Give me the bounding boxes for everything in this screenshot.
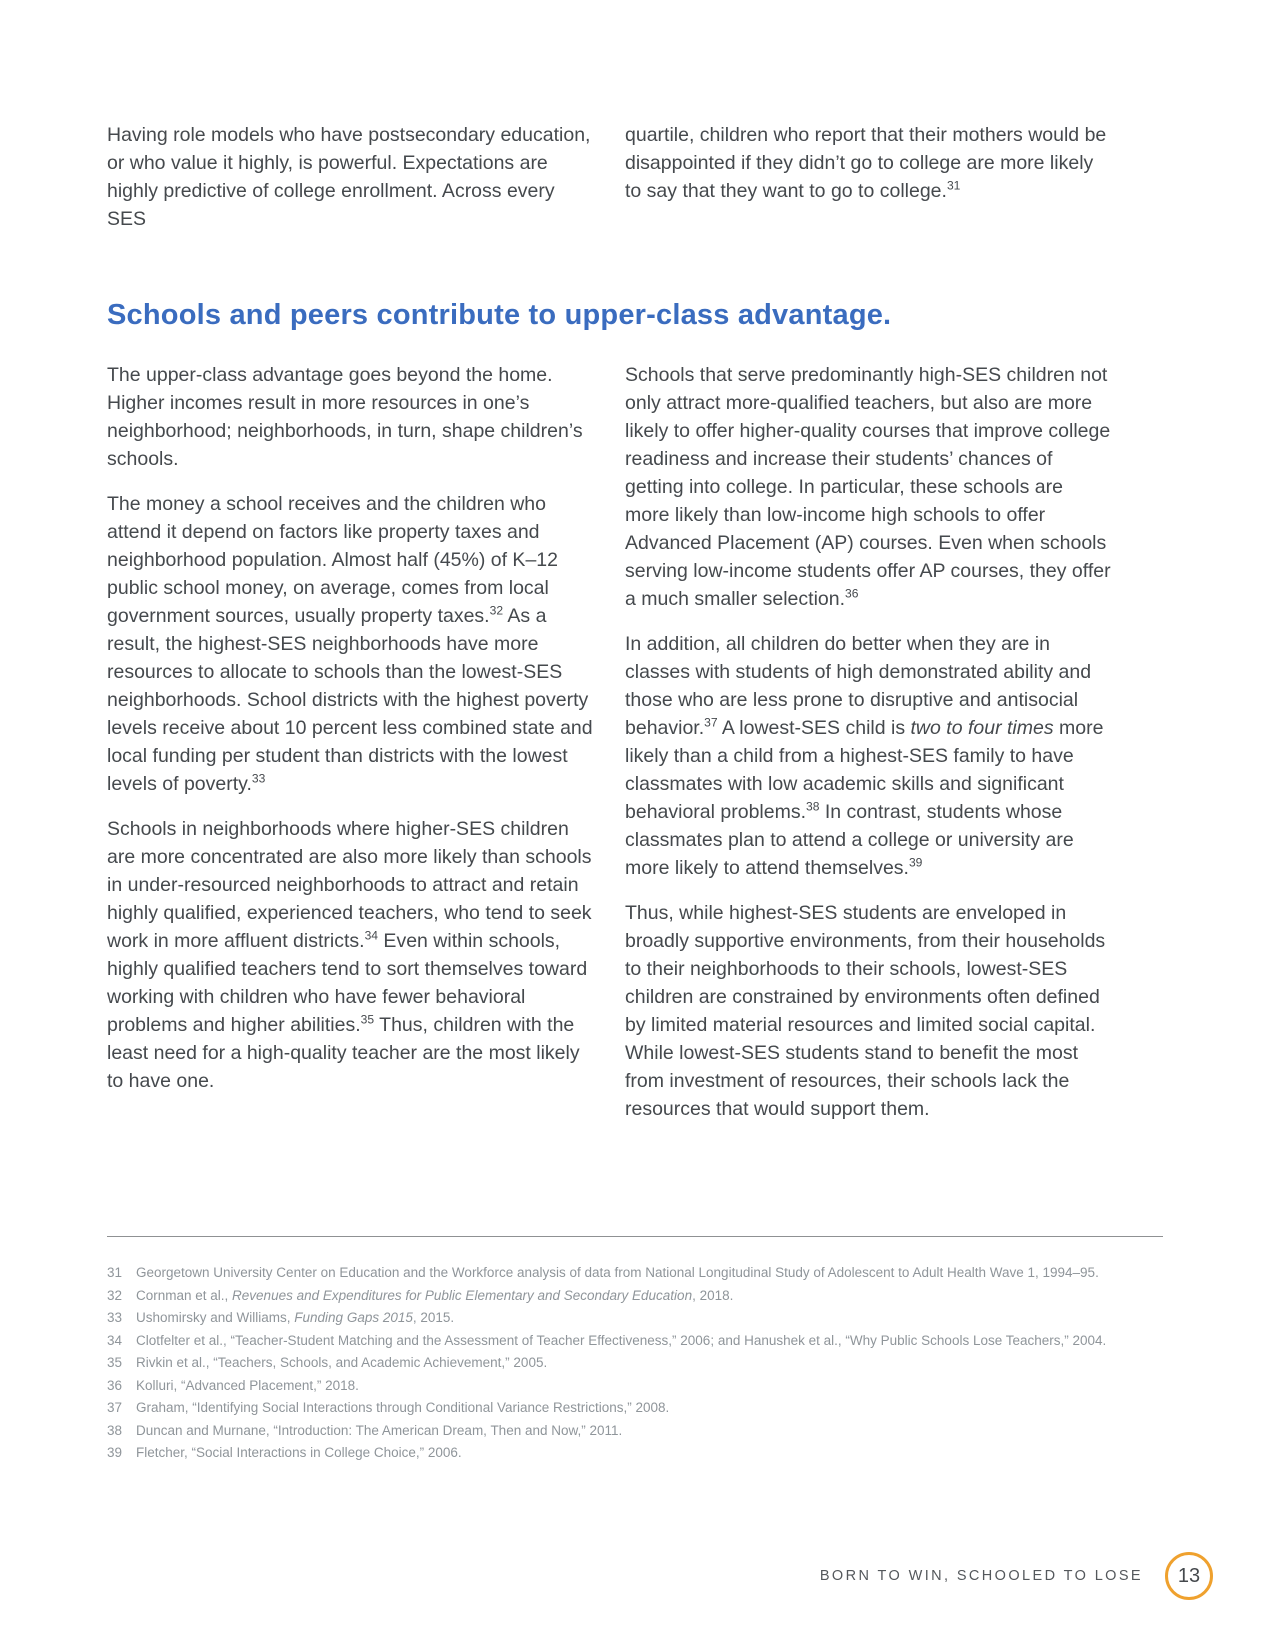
body-paragraph: Schools in neighborhoods where higher-SES children are more concentrated are also more likely than schools in under-resourced neighborhoods to attract and retain highly qualified, experienced teachers, who tend to seek work in more affluent districts.$^{34}$ Even within schools, highly qualified teachers tend to sort themselves toward working with children who have fewer behavioral problems and higher abilities.$^{35}$ Thus, children with the least need for a high-quality teacher are the most likely to have one. <box>107 818 592 1092</box>
footnote-divider <box>107 1236 1163 1237</box>
footnote-text: Rivkin et al., “Teachers, Schools, and Academic Achievement,” 2005. <box>136 1355 548 1370</box>
footnote-text: Georgetown University Center on Education and the Workforce analysis of data from National Longitudinal Study of Adolescent to Adult Health Wave 1, 1994–95. <box>136 1265 1099 1280</box>
footnote-number: 31 <box>107 1265 123 1280</box>
section-heading: Schools and peers contribute to upper-class advantage. <box>107 299 892 331</box>
footnote-number: 39 <box>107 1445 123 1460</box>
footnote-reference: 31 <box>946 178 961 193</box>
footnote-reference: 38 <box>806 799 820 814</box>
footnote-number: 38 <box>107 1422 123 1438</box>
report-title: BORN TO WIN, SCHOOLED TO LOSE <box>819 1568 1143 1584</box>
footnote-text: Cornman et al., Revenues and Expenditures for Public Elementary and Secondary Education, 2018. <box>136 1287 734 1303</box>
intro-paragraph-right: quartile, children who report that their mothers would be disappointed if they didn’t go to college are more likely to say that they want to go to college.$^{31}$ <box>625 124 1107 202</box>
body-section <box>107 361 1168 1123</box>
page-number: 13 <box>1177 1564 1201 1587</box>
footnote-item <box>107 1308 1163 1327</box>
footnote-text: Kolluri, “Advanced Placement,” 2018. <box>136 1377 359 1393</box>
page-number-badge <box>1165 1552 1213 1600</box>
footnote-reference: 36 <box>845 586 859 601</box>
intro-section <box>107 121 1168 233</box>
emphasized-text: two to four times <box>910 717 1054 739</box>
page-footer <box>820 1552 1213 1600</box>
footnote-item <box>107 1376 1163 1395</box>
footnote-reference: 35 <box>360 1012 375 1027</box>
right-column <box>625 361 1111 1123</box>
footnote-text: Ushomirsky and Williams, Funding Gaps 2015, 2015. <box>136 1310 455 1325</box>
footnote-item <box>107 1331 1163 1350</box>
footnote-item <box>107 1443 1163 1462</box>
footnote-text: Clotfelter et al., “Teacher-Student Matching and the Assessment of Teacher Effectiveness,” 2006; and Hanushek et al., “Why Public Schools Lose Teachers,” 2004. <box>136 1332 1107 1348</box>
footnote-text: Fletcher, “Social Interactions in College Choice,” 2006. <box>136 1445 462 1460</box>
footnote-reference: 34 <box>364 928 379 943</box>
page-content <box>107 0 1168 1123</box>
footnote-number: 32 <box>107 1287 123 1303</box>
footnote-number: 37 <box>107 1400 123 1415</box>
emphasized-text: Revenues and Expenditures for Public Elementary and Secondary Education <box>232 1287 693 1303</box>
footnote-reference: 37 <box>704 715 718 730</box>
footnote-number: 33 <box>107 1310 123 1325</box>
left-column <box>107 361 593 1123</box>
footnote-number: 34 <box>107 1332 123 1348</box>
footnote-reference: 39 <box>908 855 923 870</box>
emphasized-text: Funding Gaps 2015 <box>294 1310 413 1325</box>
footnote-item <box>107 1286 1163 1305</box>
footnotes-section <box>107 1236 1163 1466</box>
footnote-list <box>107 1263 1163 1462</box>
body-paragraph: In addition, all children do better when they are in classes with students of high demonstrated ability and those who are less prone to disruptive and antisocial behavior.$^{37}$ A lowest-SES child is two to four times more likely than a child from a highest-SES family to have classmates with low academic skills and significant behavioral problems.$^{38}$ In contrast, students whose classmates plan to attend a college or university are more likely to attend themselves.$^{39}$ <box>625 633 1104 879</box>
footnote-item <box>107 1398 1163 1417</box>
footnote-text: Duncan and Murnane, “Introduction: The American Dream, Then and Now,” 2011. <box>136 1422 623 1438</box>
footnote-item <box>107 1353 1163 1372</box>
intro-paragraph-left: Having role models who have postsecondary education, or who value it highly, is powerful. Expectations are highly predictive of college enrollment. Across every SES <box>107 124 591 230</box>
footnote-number: 35 <box>107 1355 123 1370</box>
body-paragraph: Thus, while highest-SES students are enveloped in broadly supportive environments, from their households to their neighborhoods to their schools, lowest-SES children are constrained by environments often defined by limited material resources and limited social capital. While lowest-SES students stand to benefit the most from investment of resources, their schools lack the resources that would support them. <box>625 902 1106 1120</box>
footnote-reference: 33 <box>251 771 266 786</box>
body-paragraph: The money a school receives and the children who attend it depend on factors like property taxes and neighborhood population. Almost half (45%) of K–12 public school money, on average, comes from local government sources, usually property taxes.$^{32}$ As a result, the highest-SES neighborhoods have more resources to allocate to schools than the lowest-SES neighborhoods. School districts with the highest poverty levels receive about 10 percent less combined state and local funding per student than districts with the lowest levels of poverty.$^{33}$ <box>107 493 593 795</box>
footnote-number: 36 <box>107 1377 123 1393</box>
footnote-item <box>107 1263 1163 1282</box>
footnote-reference: 32 <box>489 603 504 618</box>
footnote-text: Graham, “Identifying Social Interactions through Conditional Variance Restrictions,” 2008. <box>136 1400 670 1415</box>
body-paragraph: Schools that serve predominantly high-SES children not only attract more-qualified teachers, but also are more likely to offer higher-quality courses that improve college readiness and increase their students’ chances of getting into college. In particular, these schools are more likely than low-income high schools to offer Advanced Placement (AP) courses. Even when schools serving low-income students offer AP courses, they offer a much smaller selection.$^{36}$ <box>625 364 1111 610</box>
footnote-item <box>107 1421 1163 1440</box>
body-paragraph: The upper-class advantage goes beyond the home. Higher incomes result in more resources in one’s neighborhood; neighborhoods, in turn, shape children’s schools. <box>107 364 583 470</box>
